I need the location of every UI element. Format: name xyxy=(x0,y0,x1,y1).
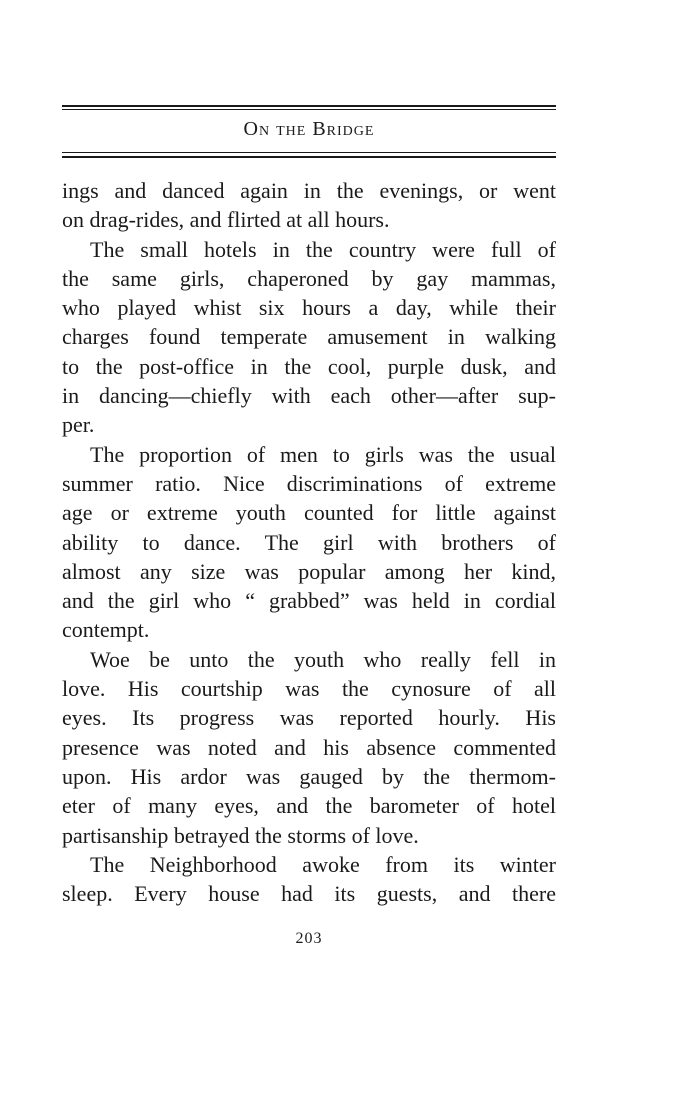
text-line: who played whist six hours a day, while their xyxy=(62,295,556,321)
text-line: ings and danced again in the evenings, or went xyxy=(62,178,556,203)
text-line: age or extreme youth counted for little against xyxy=(62,500,556,526)
text-line: almost any size was popular among her kind, xyxy=(62,558,556,584)
text-line: love. His courtship was the cynosure of all xyxy=(62,676,556,702)
book-page xyxy=(62,0,556,1103)
text-line: The proportion of men to girls was the usual xyxy=(90,441,556,467)
text-line: on drag-rides, and flirted at all hours. xyxy=(62,207,390,233)
page-number: 203 xyxy=(295,930,323,947)
text-line: summer ratio. Nice discriminations of extreme xyxy=(62,470,556,496)
text-line: upon. His ardor was gauged by the thermom- xyxy=(62,763,556,789)
text-line: presence was noted and his absence commented xyxy=(62,734,556,760)
text-line: contempt. xyxy=(62,617,150,643)
text-line: Woe be unto the youth who really fell in xyxy=(90,646,556,672)
header-rule-top-thin xyxy=(62,109,556,110)
text-line: eter of many eyes, and the barometer of hotel xyxy=(62,793,556,819)
text-line: The small hotels in the country were full of xyxy=(90,236,556,262)
header-rule-bottom xyxy=(62,156,556,158)
text-line: ability to dance. The girl with brothers of xyxy=(62,529,556,555)
text-line: the same girls, chaperoned by gay mammas, xyxy=(62,265,556,291)
text-line: sleep. Every house had its guests, and there xyxy=(62,881,556,907)
text-line: charges found temperate amusement in walking xyxy=(62,324,556,350)
text-line: in dancing—chiefly with each other—after sup- xyxy=(62,383,556,409)
running-head: On the Bridge xyxy=(243,118,375,140)
text-line: and the girl who “ grabbed” was held in cordial xyxy=(62,588,556,614)
text-line: to the post-office in the cool, purple dusk, and xyxy=(62,353,556,379)
header-rule-top xyxy=(62,105,556,107)
text-line: per. xyxy=(62,412,95,438)
text-line: The Neighborhood awoke from its winter xyxy=(90,851,556,877)
header-rule-bottom-thin xyxy=(62,152,556,153)
body-text xyxy=(62,176,556,908)
text-line: eyes. Its progress was reported hourly. His xyxy=(62,705,556,731)
text-line: partisanship betrayed the storms of love. xyxy=(62,822,419,848)
